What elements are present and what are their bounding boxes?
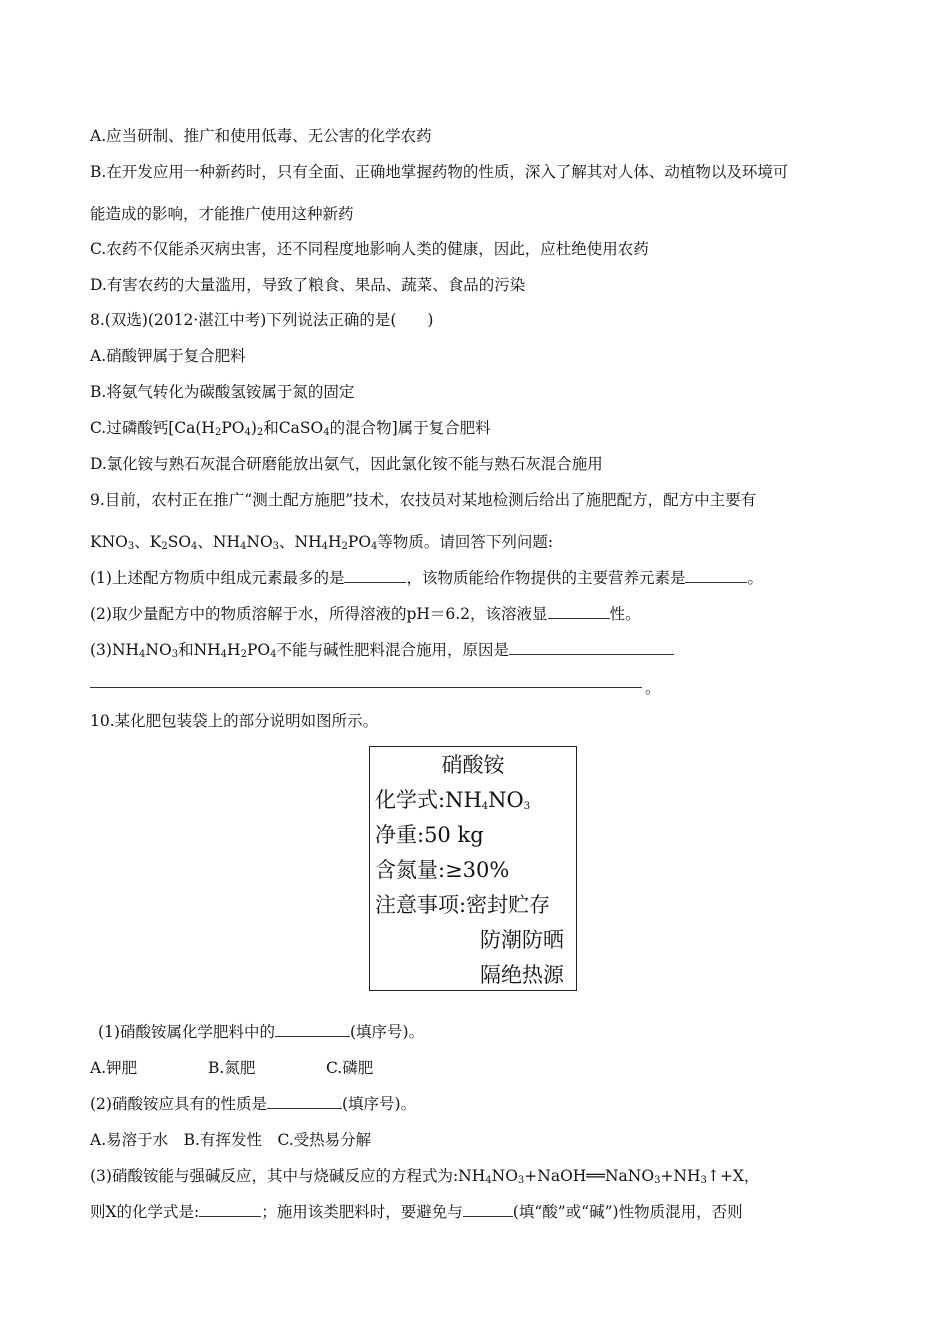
label-notice-2: 防潮防晒 <box>480 928 564 952</box>
q8-option-b: B.将氨气转化为碳酸氢铵属于氮的固定 <box>90 383 355 401</box>
answer-blank <box>267 1094 342 1109</box>
q9-part1: (1)上述配方物质中组成元素最多的是 ，该物质能给作物提供的主要营养元素是 。 <box>90 569 763 587</box>
fertilizer-label <box>369 746 577 991</box>
answer-blank <box>685 568 747 583</box>
q9-answer-end: 。 <box>645 679 661 697</box>
q10-part1-options: A.钾肥 B.氮肥 C.磷肥 <box>90 1059 374 1077</box>
label-title: 硝酸铵 <box>441 753 505 777</box>
answer-blank <box>199 1202 261 1217</box>
q10-stem: 10.某化肥包装袋上的部分说明如图所示。 <box>90 712 379 730</box>
answer-blank <box>344 568 406 583</box>
q8-stem: 8.(双选)(2012·湛江中考)下列说法正确的是( ) <box>90 311 434 329</box>
label-nitrogen: 含氮量:≥30% <box>375 858 510 882</box>
q10-part2: (2)硝酸铵应具有的性质是 (填序号)。 <box>90 1095 417 1113</box>
q10-part3: (3)硝酸铵能与强碱反应，其中与烧碱反应的方程式为$:NH_4NO_3+NaOH══NaNO_3+NH_3↑+X$， <box>90 1167 760 1186</box>
q9-stem-line1: 9.目前，农村正在推广“测土配方施肥”技术，农技员对某地检测后给出了施肥配方，配方中主要有 <box>90 491 757 509</box>
label-weight: 净重:50 kg <box>375 823 484 847</box>
q7-option-a: A.应当研制、推广和使用低毒、无公害的化学农药 <box>90 127 432 145</box>
q9-part2: (2)取少量配方中的物质溶解于水，所得溶液的pH＝6.2，该溶液显 性。 <box>90 605 641 623</box>
q7-option-d: D.有害农药的大量滥用，导致了粮食、果品、蔬菜、食品的污染 <box>90 276 526 294</box>
answer-blank <box>548 604 610 619</box>
q7-option-b-line2: 能造成的影响，才能推广使用这种新药 <box>90 205 354 223</box>
answer-blank <box>463 1202 513 1217</box>
q8-option-c: C.过磷酸钙[$Ca(H_2PO_4)_2$和CaSO$_4$的混合物]属于复合肥料 <box>90 419 491 438</box>
q9-stem-line2: $KNO_3$、$K_2SO_4$、$NH_4NO_3$、$NH_4H_2PO_4$等物质。请回答下列问题: <box>90 533 554 552</box>
label-formula: 化学式$:NH_4NO_3$ <box>375 788 531 812</box>
q10-part1: (1)硝酸铵属化学肥料中的 (填序号)。 <box>98 1023 425 1041</box>
label-notice-3: 隔绝热源 <box>480 963 564 987</box>
q9-part3: $(3)NH_4NO_3$和$NH_4H_2PO_4$不能与碱性肥料混合施用，原因是 <box>90 640 674 665</box>
q10-part2-options: A.易溶于水 B.有挥发性 C.受热易分解 <box>90 1131 372 1149</box>
label-notice: 注意事项:密封贮存 <box>375 893 551 917</box>
q7-option-b-line1: B.在开发应用一种新药时，只有全面、正确地掌握药物的性质，深入了解其对人体、动植物以及环境可 <box>90 163 789 181</box>
answer-blank <box>509 640 674 655</box>
q7-option-c: C.农药不仅能杀灭病虫害，还不同程度地影响人类的健康，因此，应杜绝使用农药 <box>90 240 649 258</box>
q10-part3-continued: 则X的化学式是: ；施用该类肥料时，要避免与 (填“酸”或“碱”)性物质混用，否则 <box>90 1203 743 1221</box>
q9-answer-line <box>90 687 642 688</box>
q8-option-d: D.氯化铵与熟石灰混合研磨能放出氨气，因此氯化铵不能与熟石灰混合施用 <box>90 455 603 473</box>
answer-blank <box>275 1022 350 1037</box>
q8-option-a: A.硝酸钾属于复合肥料 <box>90 347 246 365</box>
